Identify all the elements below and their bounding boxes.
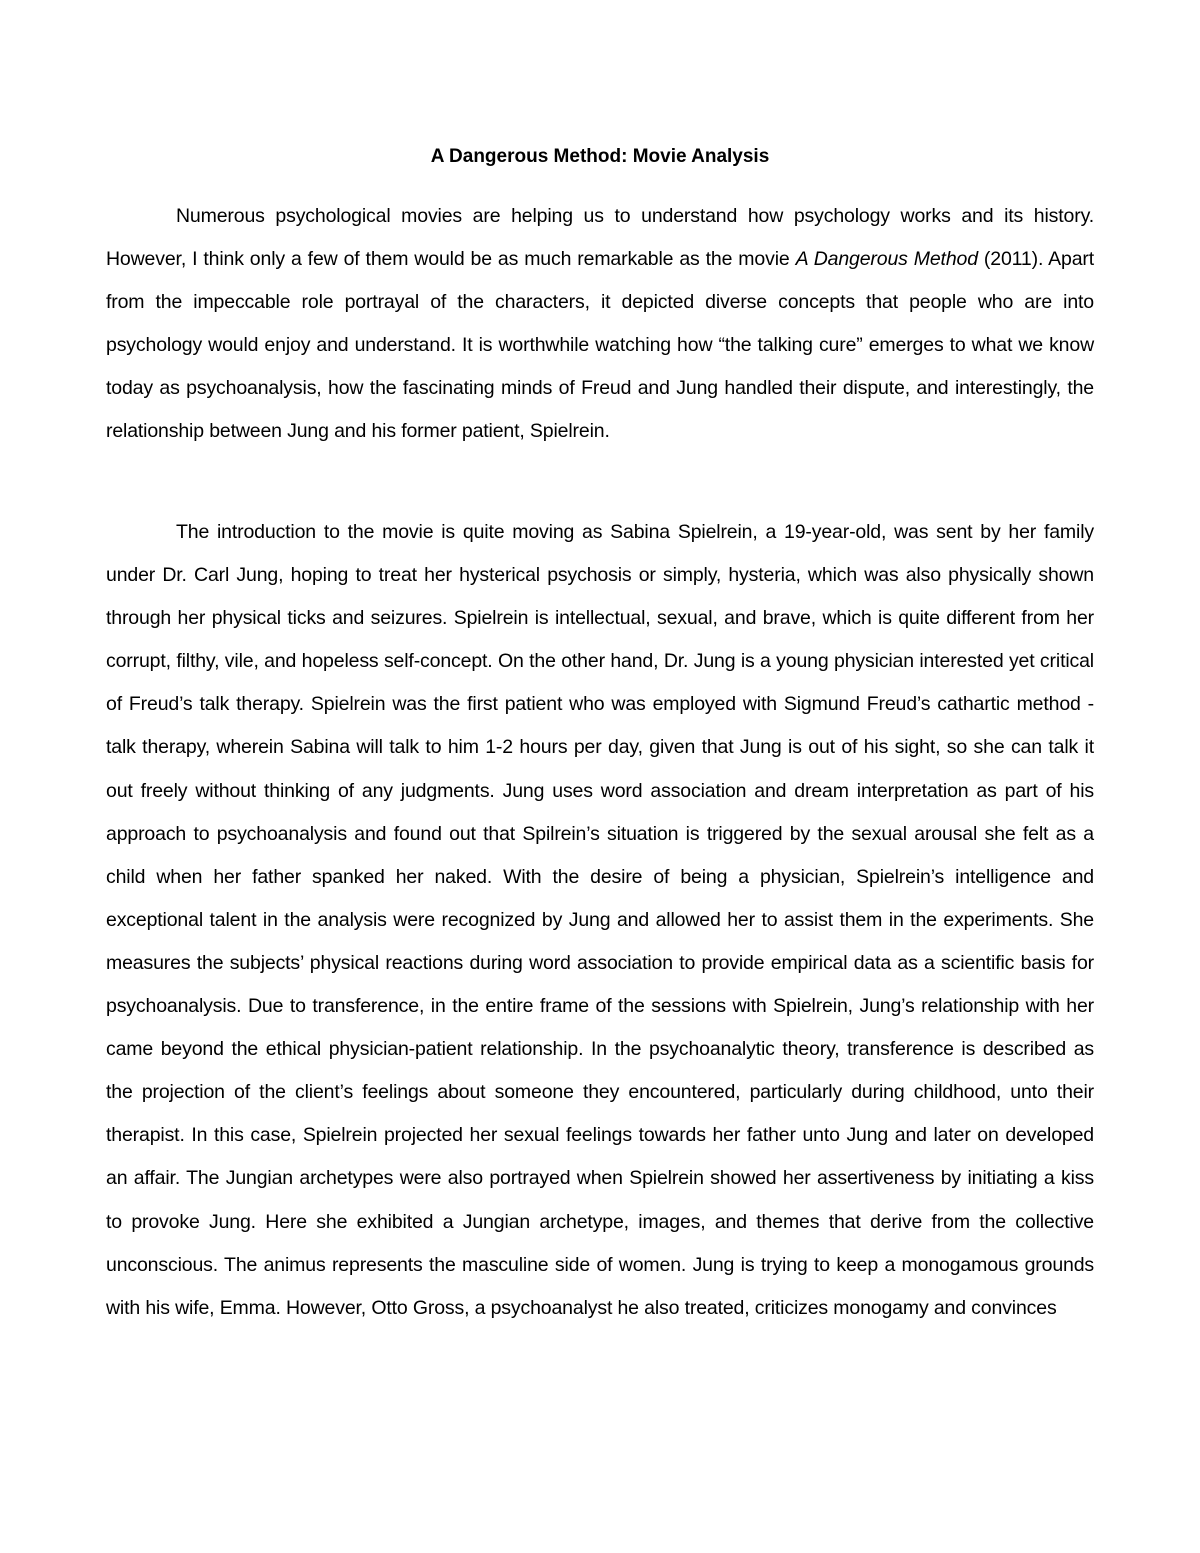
paragraph-analysis: The introduction to the movie is quite moving as Sabina Spielrein, a 19-year-old, was sent by her family under Dr. Carl Jung, hoping to treat her hysterical psychosis or simply, hysteria, which was also physically shown through her physical ticks and seizures. Spielrein is intellectual, sexual, and brave, which is quite different from her corrupt, filthy, vile, and hopeless self-concept. On the other hand, Dr. Jung is a young physician interested yet critical of Freud’s talk therapy. Spielrein was the first patient who was employed with Sigmund Freud’s cathartic method - talk therapy, wherein Sabina will talk to him 1-2 hours per day, given that Jung is out of his sight, so she can talk it out freely without thinking of any judgments. Jung uses word association and dream interpretation as part of his approach to psychoanalysis and found out that Spilrein’s situation is triggered by the sexual arousal she felt as a child when her father spanked her naked. With the desire of being a physician, Spielrein’s intelligence and exceptional talent in the analysis were recognized by Jung and allowed her to assist them in the experiments. She measures the subjects’ physical reactions during word association to provide empirical data as a scientific basis for psychoanalysis. Due to transference, in the entire frame of the sessions with Spielrein, Jung’s relationship with her came beyond the ethical physician-patient relationship. In the psychoanalytic theory, transference is described as the projection of the client’s feelings about someone they encountered, particularly during childhood, unto their therapist. In this case, Spielrein projected her sexual feelings towards her father unto Jung and later on developed an affair. The Jungian archetypes were also portrayed when Spielrein showed her assertiveness by initiating a kiss to provoke Jung. Here she exhibited a Jungian archetype, images, and themes that derive from the collective unconscious. The animus represents the masculine side of women. Jung is trying to keep a monogamous grounds with his wife, Emma. However, Otto Gross, a psychoanalyst he also treated, criticizes monogamy and convinces	[106, 521, 1094, 1319]
paragraph-intro	[106, 195, 1094, 454]
movie-title-italic: A Dangerous Method	[795, 248, 978, 271]
paragraph-intro-text-b: (2011). Apart from the impeccable role portrayal of the characters, it depicted diverse concepts that people who are into psychology would enjoy and understand. It is worthwhile watching how “the talking cure” emerges to what we know today as psychoanalysis, how the fascinating minds of Freud and Jung handled their dispute, and interestingly, the relationship between Jung and his former patient, Spielrein.	[106, 248, 1095, 443]
document-title: A Dangerous Method: Movie Analysis	[430, 146, 770, 167]
paragraph-intro-text-a: Numerous psychological movies are helping us to understand how psychology works and its history. However, I think only a few of them would be as much remarkable as the movie	[106, 205, 1094, 271]
